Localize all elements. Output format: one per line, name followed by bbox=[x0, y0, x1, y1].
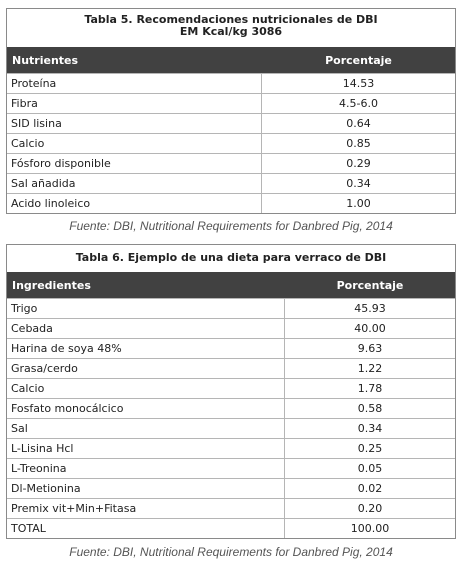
row-label: Calcio bbox=[7, 134, 262, 153]
row-value: 0.34 bbox=[346, 177, 371, 190]
table-5-title bbox=[7, 9, 455, 47]
row-value: 1.78 bbox=[357, 382, 383, 395]
row-label: Fibra bbox=[7, 94, 262, 113]
row-label: L-Treonina bbox=[7, 459, 285, 478]
row-label: Trigo bbox=[7, 299, 285, 318]
row-label: Calcio bbox=[7, 379, 285, 398]
row-value: 45.93 bbox=[354, 302, 386, 315]
nutrient-recommendations-table bbox=[6, 8, 456, 214]
row-value: 0.05 bbox=[357, 462, 383, 475]
row-value: 0.64 bbox=[346, 117, 371, 130]
table-row bbox=[7, 133, 455, 153]
row-value: 1.22 bbox=[357, 362, 383, 375]
row-label: Sal añadida bbox=[7, 174, 262, 193]
table-5-title-line1: Tabla 5. Recomendaciones nutricionales de DBI bbox=[84, 13, 378, 26]
row-label: Cebada bbox=[7, 319, 285, 338]
table-row bbox=[7, 298, 455, 318]
row-value: 9.63 bbox=[357, 342, 383, 355]
header-nutrientes: Nutrientes bbox=[12, 53, 79, 67]
diet-example-table bbox=[6, 244, 456, 539]
table-5-source: Fuente: DBI, Nutritional Requirements for Danbred Pig, 2014 bbox=[69, 219, 393, 233]
table-row bbox=[7, 173, 455, 193]
table-row bbox=[7, 418, 455, 438]
table-row bbox=[7, 193, 455, 213]
table-row bbox=[7, 478, 455, 498]
row-label: Dl-Metionina bbox=[7, 479, 285, 498]
row-label: Acido linoleico bbox=[7, 194, 262, 213]
row-value: 4.5-6.0 bbox=[339, 97, 378, 110]
row-value: 0.58 bbox=[357, 402, 383, 415]
table-row bbox=[7, 398, 455, 418]
row-label: Fosfato monocálcico bbox=[7, 399, 285, 418]
table-row-total bbox=[7, 518, 455, 538]
table-5-title-line2: EM Kcal/kg 3086 bbox=[179, 25, 283, 38]
row-value: 1.00 bbox=[346, 197, 371, 210]
header-porcentaje: Porcentaje bbox=[336, 278, 404, 292]
header-ingredientes: Ingredientes bbox=[12, 278, 91, 292]
table-row bbox=[7, 153, 455, 173]
row-value: 0.85 bbox=[346, 137, 371, 150]
table-6-source: Fuente: DBI, Nutritional Requirements for Danbred Pig, 2014 bbox=[69, 545, 393, 559]
row-value: 40.00 bbox=[354, 322, 386, 335]
row-label: Premix vit+Min+Fitasa bbox=[7, 499, 285, 518]
table-row bbox=[7, 73, 455, 93]
table-row bbox=[7, 438, 455, 458]
row-label: Fósforo disponible bbox=[7, 154, 262, 173]
header-porcentaje: Porcentaje bbox=[325, 53, 392, 67]
table-6-header bbox=[7, 272, 455, 298]
row-value: 0.25 bbox=[357, 442, 383, 455]
row-label: L-Lisina Hcl bbox=[7, 439, 285, 458]
table-6-title: Tabla 6. Ejemplo de una dieta para verraco de DBI bbox=[7, 245, 455, 272]
table-row bbox=[7, 458, 455, 478]
table-row bbox=[7, 338, 455, 358]
table-row bbox=[7, 113, 455, 133]
table-row bbox=[7, 93, 455, 113]
row-label: Harina de soya 48% bbox=[7, 339, 285, 358]
row-value: 0.20 bbox=[357, 502, 383, 515]
row-value: 0.29 bbox=[346, 157, 371, 170]
row-value: 0.34 bbox=[357, 422, 383, 435]
row-label: TOTAL bbox=[7, 519, 285, 538]
table-row bbox=[7, 318, 455, 338]
table-row bbox=[7, 498, 455, 518]
row-value: 100.00 bbox=[350, 522, 390, 535]
row-label: SID lisina bbox=[7, 114, 262, 133]
row-value: 0.02 bbox=[357, 482, 383, 495]
row-label: Proteína bbox=[7, 74, 262, 93]
table-row bbox=[7, 358, 455, 378]
row-value: 14.53 bbox=[342, 77, 375, 90]
row-label: Grasa/cerdo bbox=[7, 359, 285, 378]
table-5-header bbox=[7, 47, 455, 73]
table-row bbox=[7, 378, 455, 398]
row-label: Sal bbox=[7, 419, 285, 438]
